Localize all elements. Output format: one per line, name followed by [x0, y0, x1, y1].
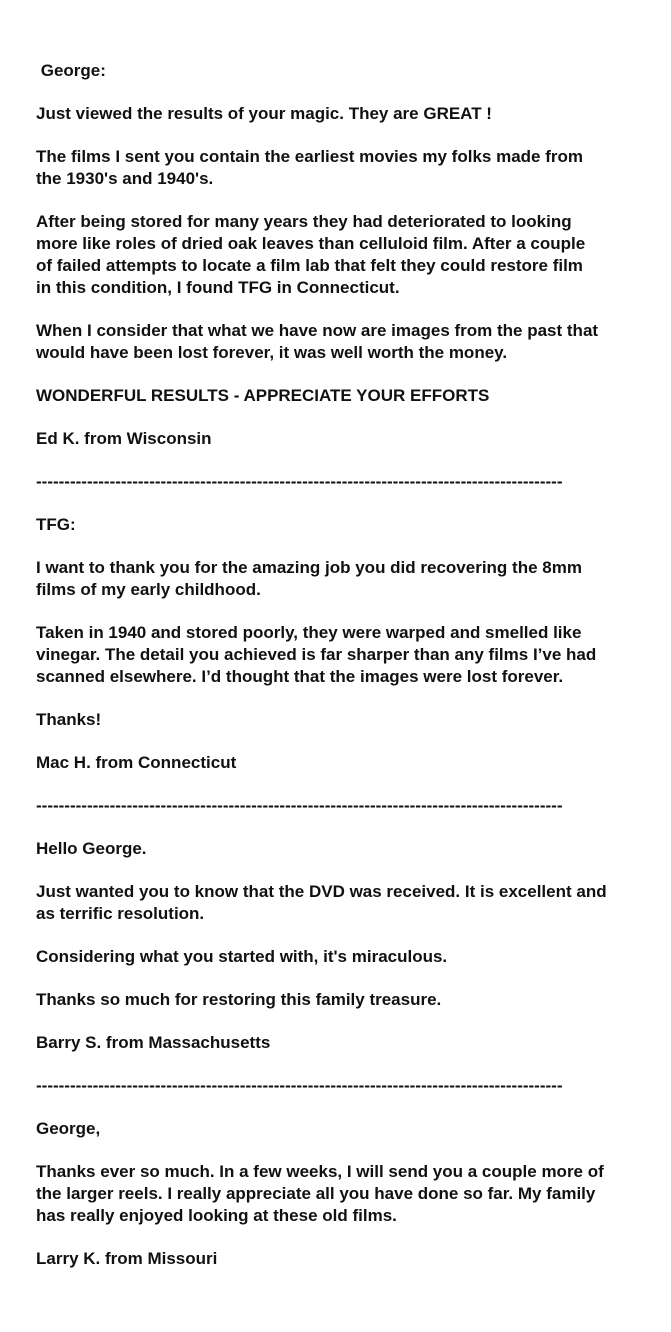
text-line: Just viewed the results of your magic. They are GREAT !: [36, 104, 492, 123]
text-line: films of my early childhood.: [36, 580, 261, 599]
text-line: in this condition, I found TFG in Connecticut.: [36, 278, 400, 297]
text-line: Thanks!: [36, 710, 102, 729]
text-line: After being stored for many years they had deteriorated to looking: [36, 212, 572, 231]
text-line: Considering what you started with, it's miraculous.: [36, 947, 448, 966]
paragraph: [36, 989, 641, 1011]
signature: Mac H. from Connecticut: [36, 753, 237, 772]
text-line: the larger reels. I really appreciate all you have done so far. My family: [36, 1184, 596, 1203]
text-line: scanned elsewhere. I’d thought that the images were lost forever.: [36, 667, 564, 686]
greeting: George,: [36, 1119, 101, 1138]
divider: ---------------------------------------------------------------------------------------------: [36, 1076, 563, 1095]
signature: Larry K. from Missouri: [36, 1249, 218, 1268]
testimonial: [36, 514, 641, 774]
text-line: When I consider that what we have now are images from the past that: [36, 321, 599, 340]
text-line: I want to thank you for the amazing job you did recovering the 8mm: [36, 558, 582, 577]
paragraph: [36, 1161, 641, 1227]
text-line: The films I sent you contain the earliest movies my folks made from: [36, 147, 583, 166]
paragraph: [36, 385, 641, 407]
divider: ---------------------------------------------------------------------------------------------: [36, 796, 563, 815]
text-line: the 1930's and 1940's.: [36, 169, 214, 188]
signature: Ed K. from Wisconsin: [36, 429, 212, 448]
paragraph: [36, 320, 641, 364]
text-line: Taken in 1940 and stored poorly, they were warped and smelled like: [36, 623, 582, 642]
text-line: as terrific resolution.: [36, 904, 205, 923]
testimonial: [36, 838, 641, 1054]
text-line: more like roles of dried oak leaves than celluloid film. After a couple: [36, 234, 586, 253]
greeting: TFG:: [36, 515, 76, 534]
text-line: would have been lost forever, it was well worth the money.: [36, 343, 508, 362]
paragraph: [36, 103, 641, 125]
text-line: Thanks ever so much. In a few weeks, I will send you a couple more of: [36, 1162, 604, 1181]
paragraph: [36, 881, 641, 925]
divider: ---------------------------------------------------------------------------------------------: [36, 472, 563, 491]
text-line: Just wanted you to know that the DVD was received. It is excellent and: [36, 882, 607, 901]
paragraph: [36, 211, 641, 299]
text-line: vinegar. The detail you achieved is far sharper than any films I’ve had: [36, 645, 597, 664]
text-line: has really enjoyed looking at these old films.: [36, 1206, 397, 1225]
greeting: George:: [36, 61, 106, 80]
signature: Barry S. from Massachusetts: [36, 1033, 271, 1052]
paragraph: [36, 146, 641, 190]
testimonial: [36, 1118, 641, 1270]
paragraph: [36, 622, 641, 688]
testimonial: [36, 60, 641, 450]
paragraph: [36, 557, 641, 601]
text-line: WONDERFUL RESULTS - APPRECIATE YOUR EFFORTS: [36, 386, 490, 405]
text-line: of failed attempts to locate a film lab that felt they could restore film: [36, 256, 583, 275]
text-line: Thanks so much for restoring this family treasure.: [36, 990, 442, 1009]
paragraph: [36, 709, 641, 731]
greeting: Hello George.: [36, 839, 147, 858]
paragraph: [36, 946, 641, 968]
